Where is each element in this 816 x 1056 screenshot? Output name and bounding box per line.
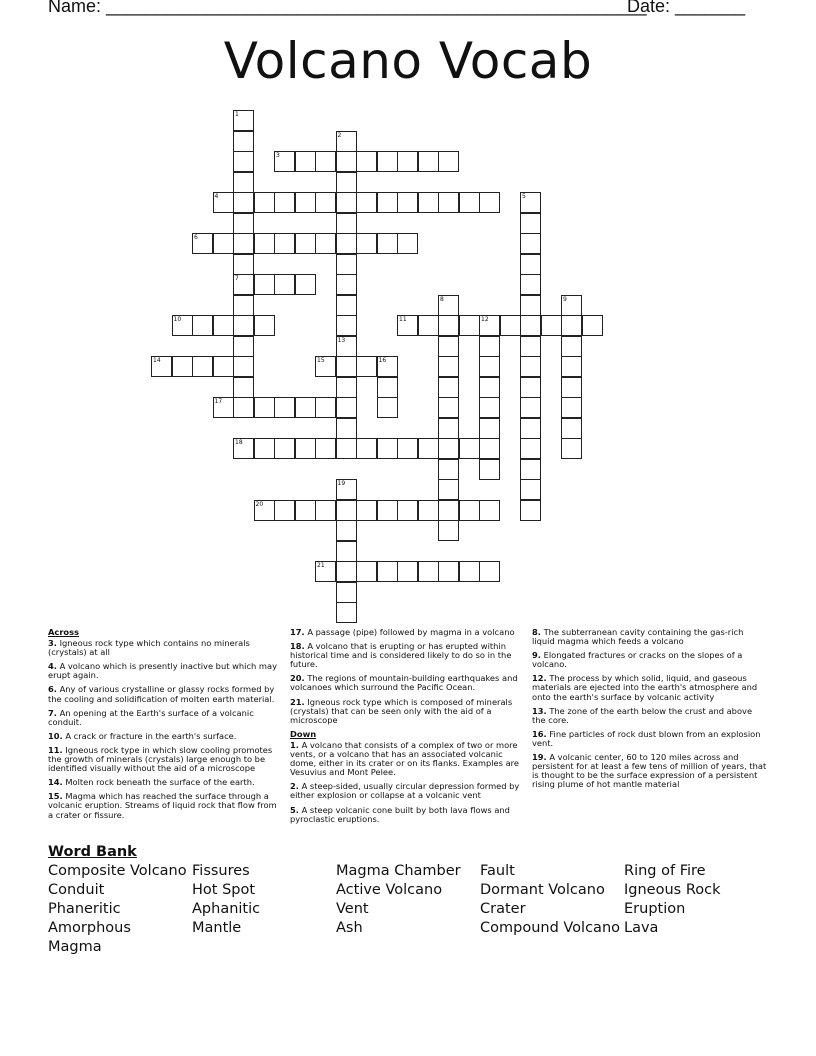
clue-text: The subterranean cavity containing the gas-rich liquid magma which feeds a volcano bbox=[532, 627, 744, 647]
clue-across-17 bbox=[290, 628, 522, 637]
clue-text: A volcano which is presently inactive but which may erupt again. bbox=[48, 661, 277, 681]
crossword-cell[interactable] bbox=[336, 541, 357, 562]
clue-number-label: 10 bbox=[173, 316, 182, 323]
clue-across-15 bbox=[48, 792, 278, 819]
crossword-cell[interactable] bbox=[336, 213, 357, 234]
crossword-cell[interactable] bbox=[233, 233, 254, 254]
clue-number-label: 4 bbox=[214, 193, 219, 200]
crossword-cell[interactable] bbox=[438, 336, 459, 357]
crossword-cell[interactable] bbox=[233, 336, 254, 357]
clue-number: 21. bbox=[290, 696, 305, 707]
crossword-cell[interactable] bbox=[254, 192, 275, 213]
crossword-cell[interactable] bbox=[397, 233, 418, 254]
crossword-cell[interactable] bbox=[356, 438, 377, 459]
clue-across-10 bbox=[48, 732, 278, 741]
crossword-cell[interactable] bbox=[418, 315, 439, 336]
crossword-cell[interactable] bbox=[438, 295, 459, 316]
crossword-cell[interactable] bbox=[336, 151, 357, 172]
crossword-cell[interactable] bbox=[459, 500, 480, 521]
crossword-cell[interactable] bbox=[438, 151, 459, 172]
crossword-cell[interactable] bbox=[254, 315, 275, 336]
clue-number: 16. bbox=[532, 728, 547, 739]
crossword-cell[interactable] bbox=[233, 254, 254, 275]
crossword-cell[interactable] bbox=[233, 172, 254, 193]
crossword-cell[interactable] bbox=[315, 438, 336, 459]
crossword-cell[interactable] bbox=[459, 315, 480, 336]
clue-text: Elongated fractures or cracks on the slopes of a volcano. bbox=[532, 650, 743, 670]
crossword-cell[interactable] bbox=[254, 233, 275, 254]
word-bank-item: Fault bbox=[480, 863, 515, 879]
clue-across-7 bbox=[48, 709, 278, 727]
clue-number: 1. bbox=[290, 739, 299, 750]
crossword-cell[interactable] bbox=[336, 295, 357, 316]
clue-number-label: 14 bbox=[153, 357, 161, 364]
crossword-cell[interactable] bbox=[336, 418, 357, 439]
crossword-cell[interactable] bbox=[561, 438, 582, 459]
clues-column-2 bbox=[290, 628, 522, 829]
clue-text: A volcano that consists of a complex of two or more vents, or a volcano that has an associated volcanic dome, either in its crater or on its flanks. Examples are Vesuvius and Mont Pelee. bbox=[290, 739, 520, 778]
clue-text: Any of various crystalline or glassy rocks formed by the cooling and solidification of molten earth material. bbox=[48, 684, 275, 704]
crossword-cell[interactable] bbox=[336, 336, 357, 357]
clue-text: A passage (pipe) followed by magma in a volcano bbox=[307, 627, 515, 637]
clue-across-4 bbox=[48, 662, 278, 680]
crossword-cell[interactable] bbox=[192, 315, 213, 336]
crossword-cell[interactable] bbox=[295, 274, 316, 295]
crossword-cell[interactable] bbox=[438, 561, 459, 582]
crossword-cell[interactable] bbox=[438, 356, 459, 377]
clue-number-label: 9 bbox=[563, 295, 567, 303]
word-bank-item: Vent bbox=[336, 901, 369, 917]
crossword-cell[interactable] bbox=[315, 192, 336, 213]
clue-across-20 bbox=[290, 674, 522, 692]
crossword-cell[interactable] bbox=[356, 192, 377, 213]
word-bank-item: Active Volcano bbox=[336, 882, 443, 898]
clue-text: The process by which solid, liquid, and gaseous materials are ejected into the earth's atmosphere and onto the earth's surface by volcanic activity bbox=[532, 673, 758, 702]
clue-across-21 bbox=[290, 698, 522, 725]
crossword-cell[interactable] bbox=[356, 151, 377, 172]
crossword-cell[interactable] bbox=[213, 315, 234, 336]
crossword-cell[interactable] bbox=[418, 500, 439, 521]
crossword-cell[interactable] bbox=[479, 500, 500, 521]
crossword-cell[interactable] bbox=[356, 561, 377, 582]
clue-number: 19. bbox=[532, 752, 547, 763]
crossword-cell[interactable] bbox=[520, 254, 541, 275]
crossword-cell[interactable] bbox=[336, 602, 357, 623]
clue-down-9 bbox=[532, 651, 768, 669]
crossword-cell[interactable] bbox=[561, 356, 582, 377]
crossword-cell[interactable] bbox=[336, 172, 357, 193]
crossword-cell[interactable] bbox=[336, 192, 357, 213]
clue-across-11 bbox=[48, 746, 278, 773]
clues-column-3 bbox=[532, 628, 768, 794]
crossword-cell[interactable] bbox=[233, 151, 254, 172]
name-field-label: Name: ______________________________________________________ bbox=[48, 0, 647, 16]
crossword-cell[interactable] bbox=[438, 520, 459, 541]
crossword-cell[interactable] bbox=[295, 151, 316, 172]
across-heading: Across bbox=[48, 627, 80, 637]
clue-number-label: 15 bbox=[317, 357, 325, 364]
word-bank-item: Crater bbox=[480, 901, 526, 917]
clue-text: The zone of the earth below the crust and above the core. bbox=[532, 705, 753, 725]
crossword-cell[interactable] bbox=[397, 315, 418, 336]
clue-number: 18. bbox=[290, 641, 305, 652]
crossword-cell[interactable] bbox=[479, 438, 500, 459]
crossword-cell[interactable] bbox=[377, 377, 398, 398]
crossword-cell[interactable] bbox=[336, 233, 357, 254]
crossword-cell[interactable] bbox=[520, 233, 541, 254]
clue-number-label: 20 bbox=[255, 500, 264, 508]
clue-number: 12. bbox=[532, 673, 547, 684]
crossword-cell[interactable] bbox=[356, 356, 377, 377]
word-bank-item: Hot Spot bbox=[192, 882, 256, 898]
clue-number-label: 1 bbox=[235, 111, 239, 118]
crossword-cell[interactable] bbox=[500, 315, 521, 336]
word-bank-item: Compound Volcano bbox=[480, 920, 621, 936]
crossword-cell[interactable] bbox=[254, 500, 275, 521]
crossword-cell[interactable] bbox=[377, 356, 398, 377]
crossword-cell[interactable] bbox=[397, 151, 418, 172]
crossword-cell[interactable] bbox=[233, 131, 254, 152]
crossword-cell[interactable] bbox=[479, 377, 500, 398]
clue-number: 14. bbox=[48, 777, 63, 788]
crossword-cell[interactable] bbox=[520, 397, 541, 418]
crossword-cell[interactable] bbox=[315, 397, 336, 418]
crossword-cell[interactable] bbox=[561, 377, 582, 398]
crossword-cell[interactable] bbox=[233, 213, 254, 234]
clue-text: A volcano that is erupting or has erupted within historical time and is considered likely to do so in the future. bbox=[290, 641, 512, 670]
crossword-cell[interactable] bbox=[438, 479, 459, 500]
crossword-cell[interactable] bbox=[479, 315, 500, 336]
crossword-cell[interactable] bbox=[459, 561, 480, 582]
clue-number-label: 17 bbox=[214, 398, 223, 405]
crossword-cell[interactable] bbox=[520, 500, 541, 521]
crossword-cell[interactable] bbox=[274, 397, 295, 418]
crossword-cell[interactable] bbox=[459, 192, 480, 213]
word-bank-item: Composite Volcano bbox=[48, 863, 187, 879]
clue-across-3 bbox=[48, 639, 278, 657]
clue-number-label: 11 bbox=[399, 316, 407, 323]
crossword-cell[interactable] bbox=[233, 438, 254, 459]
clue-number-label: 21 bbox=[317, 562, 325, 569]
clue-number: 20. bbox=[290, 673, 305, 684]
date-field-label: Date: _______ bbox=[627, 0, 746, 16]
crossword-cell[interactable] bbox=[561, 315, 582, 336]
crossword-cell[interactable] bbox=[438, 500, 459, 521]
clue-number: 7. bbox=[48, 707, 57, 718]
word-bank-row bbox=[48, 900, 788, 919]
crossword-cell[interactable] bbox=[336, 582, 357, 603]
crossword-cell[interactable] bbox=[479, 192, 500, 213]
word-bank-item: Aphanitic bbox=[192, 901, 261, 917]
crossword-cell[interactable] bbox=[233, 397, 254, 418]
crossword-cell[interactable] bbox=[377, 500, 398, 521]
word-bank-row bbox=[48, 881, 788, 900]
crossword-cell[interactable] bbox=[520, 295, 541, 316]
crossword-cell[interactable] bbox=[315, 233, 336, 254]
crossword-cell[interactable] bbox=[561, 336, 582, 357]
word-bank bbox=[48, 862, 788, 957]
clue-text: An opening at the Earth's surface of a volcanic conduit. bbox=[48, 707, 254, 727]
crossword-cell[interactable] bbox=[336, 315, 357, 336]
clue-number: 4. bbox=[48, 661, 57, 672]
crossword-cell[interactable] bbox=[438, 418, 459, 439]
crossword-cell[interactable] bbox=[377, 397, 398, 418]
crossword-cell[interactable] bbox=[192, 233, 213, 254]
clue-number: 13. bbox=[532, 705, 547, 716]
crossword-cell[interactable] bbox=[561, 418, 582, 439]
crossword-cell[interactable] bbox=[233, 192, 254, 213]
word-bank-row bbox=[48, 862, 788, 881]
word-bank-row bbox=[48, 938, 788, 957]
crossword-cell[interactable] bbox=[377, 233, 398, 254]
crossword-cell[interactable] bbox=[438, 315, 459, 336]
crossword-cell[interactable] bbox=[336, 397, 357, 418]
crossword-cell[interactable] bbox=[336, 356, 357, 377]
crossword-cell[interactable] bbox=[213, 233, 234, 254]
clue-text: Igneous rock type which is composed of minerals (crystals) that can be seen only with the aid of a microscope bbox=[290, 696, 513, 725]
word-bank-item: Amorphous bbox=[48, 920, 131, 936]
crossword-cell[interactable] bbox=[336, 131, 357, 152]
crossword-cell[interactable] bbox=[479, 459, 500, 480]
crossword-cell[interactable] bbox=[438, 192, 459, 213]
clue-text: A steep volcanic cone built by both lava flows and pyroclastic eruptions. bbox=[290, 804, 510, 824]
clue-down-12 bbox=[532, 674, 768, 701]
clue-number: 9. bbox=[532, 650, 541, 661]
clue-number: 2. bbox=[290, 781, 299, 792]
crossword-cell[interactable] bbox=[295, 500, 316, 521]
crossword-cell[interactable] bbox=[274, 151, 295, 172]
clue-number: 3. bbox=[48, 638, 57, 649]
page-title: Volcano Vocab bbox=[223, 32, 593, 90]
crossword-cell[interactable] bbox=[582, 315, 603, 336]
crossword-cell[interactable] bbox=[213, 356, 234, 377]
crossword-cell[interactable] bbox=[520, 479, 541, 500]
crossword-cell[interactable] bbox=[295, 233, 316, 254]
crossword-cell[interactable] bbox=[520, 356, 541, 377]
crossword-cell[interactable] bbox=[274, 274, 295, 295]
crossword-cell[interactable] bbox=[397, 192, 418, 213]
clue-number-label: 13 bbox=[337, 336, 346, 344]
clue-number-label: 5 bbox=[522, 193, 526, 200]
crossword-cell[interactable] bbox=[418, 192, 439, 213]
crossword-cell[interactable] bbox=[315, 151, 336, 172]
word-bank-item: Dormant Volcano bbox=[480, 882, 605, 898]
crossword-cell[interactable] bbox=[377, 438, 398, 459]
clue-number: 10. bbox=[48, 730, 63, 741]
crossword-cell[interactable] bbox=[377, 192, 398, 213]
clue-number: 5. bbox=[290, 804, 299, 815]
crossword-cell[interactable] bbox=[336, 500, 357, 521]
crossword-cell[interactable] bbox=[315, 356, 336, 377]
clue-text: A steep-sided, usually circular depression formed by either explosion or collapse at a volcanic vent bbox=[290, 781, 520, 801]
clue-number: 6. bbox=[48, 684, 57, 695]
crossword-cell[interactable] bbox=[397, 500, 418, 521]
crossword-cell[interactable] bbox=[274, 192, 295, 213]
crossword-cell[interactable] bbox=[356, 233, 377, 254]
clue-across-18 bbox=[290, 642, 522, 669]
crossword-cell[interactable] bbox=[561, 397, 582, 418]
clue-down-2 bbox=[290, 782, 522, 800]
crossword-cell[interactable] bbox=[172, 356, 193, 377]
clue-number-label: 16 bbox=[378, 357, 387, 364]
crossword-cell[interactable] bbox=[254, 397, 275, 418]
word-bank-row bbox=[48, 919, 788, 938]
crossword-cell[interactable] bbox=[213, 192, 234, 213]
crossword-cell[interactable] bbox=[274, 233, 295, 254]
crossword-cell[interactable] bbox=[172, 315, 193, 336]
crossword-cell[interactable] bbox=[254, 274, 275, 295]
clue-number-label: 2 bbox=[337, 131, 342, 139]
clue-number-label: 12 bbox=[481, 316, 489, 323]
crossword-cell[interactable] bbox=[151, 356, 172, 377]
crossword-cell[interactable] bbox=[479, 356, 500, 377]
clue-number-label: 19 bbox=[337, 480, 346, 487]
crossword-cell[interactable] bbox=[479, 418, 500, 439]
clue-down-5 bbox=[290, 806, 522, 824]
crossword-cell[interactable] bbox=[520, 213, 541, 234]
crossword-cell[interactable] bbox=[295, 397, 316, 418]
crossword-cell[interactable] bbox=[336, 438, 357, 459]
crossword-cell[interactable] bbox=[520, 377, 541, 398]
clue-text: Molten rock beneath the surface of the earth. bbox=[65, 777, 255, 788]
clue-number: 17. bbox=[290, 627, 305, 637]
clue-number-label: 6 bbox=[194, 234, 198, 241]
clue-text: The regions of mountain-building earthquakes and volcanoes which surround the Pacific Ocean. bbox=[290, 673, 518, 693]
word-bank-item: Mantle bbox=[192, 920, 242, 936]
crossword-cell[interactable] bbox=[233, 295, 254, 316]
clue-number-label: 7 bbox=[235, 275, 239, 282]
crossword-cell[interactable] bbox=[520, 459, 541, 480]
clue-text: Igneous rock type which contains no minerals (crystals) at all bbox=[48, 638, 250, 658]
crossword-cell[interactable] bbox=[233, 110, 254, 131]
crossword-cell[interactable] bbox=[295, 438, 316, 459]
clue-number: 11. bbox=[48, 744, 63, 755]
clue-text: Magma which has reached the surface through a volcanic eruption. Streams of liquid rock that flow from a crater or fissure. bbox=[48, 791, 277, 820]
crossword-cell[interactable] bbox=[520, 418, 541, 439]
clue-number: 15. bbox=[48, 791, 63, 802]
crossword-cell[interactable] bbox=[397, 561, 418, 582]
clue-number: 8. bbox=[532, 627, 541, 637]
word-bank-item: Phaneritic bbox=[48, 901, 121, 917]
word-bank-item: Eruption bbox=[624, 901, 686, 917]
word-bank-item: Ring of Fire bbox=[624, 863, 706, 879]
word-bank-item: Lava bbox=[624, 920, 659, 936]
crossword-cell[interactable] bbox=[336, 479, 357, 500]
clue-across-6 bbox=[48, 685, 278, 703]
crossword-cell[interactable] bbox=[438, 459, 459, 480]
crossword-cell[interactable] bbox=[377, 151, 398, 172]
crossword-cell[interactable] bbox=[377, 561, 398, 582]
crossword-cell[interactable] bbox=[520, 336, 541, 357]
clue-text: A volcanic center, 60 to 120 miles across and persistent for at least a few tens of million of years, that is thought to be the surface expression of a persistent rising plume of hot mantle material bbox=[532, 752, 767, 790]
crossword-cell[interactable] bbox=[418, 438, 439, 459]
crossword-cell[interactable] bbox=[459, 438, 480, 459]
crossword-cell[interactable] bbox=[336, 377, 357, 398]
word-bank-item: Magma Chamber bbox=[336, 863, 461, 879]
crossword-cell[interactable] bbox=[336, 520, 357, 541]
crossword-cell[interactable] bbox=[438, 397, 459, 418]
crossword-cell[interactable] bbox=[520, 192, 541, 213]
crossword-cell[interactable] bbox=[356, 500, 377, 521]
clue-down-1 bbox=[290, 741, 522, 777]
word-bank-item: Conduit bbox=[48, 882, 105, 898]
crossword-cell[interactable] bbox=[397, 438, 418, 459]
crossword-cell[interactable] bbox=[254, 438, 275, 459]
crossword-cell[interactable] bbox=[315, 500, 336, 521]
crossword-cell[interactable] bbox=[541, 315, 562, 336]
crossword-cell[interactable] bbox=[479, 397, 500, 418]
clue-text: Igneous rock type in which slow cooling promotes the growth of minerals (crystals) large enough to be identified visually without the aid of a microscope bbox=[48, 744, 273, 774]
crossword-cell[interactable] bbox=[213, 397, 234, 418]
clue-across-14 bbox=[48, 778, 278, 787]
crossword-cell[interactable] bbox=[233, 315, 254, 336]
word-bank-item: Igneous Rock bbox=[624, 882, 721, 898]
crossword-cell[interactable] bbox=[336, 561, 357, 582]
word-bank-item: Fissures bbox=[192, 863, 250, 879]
crossword-cell[interactable] bbox=[418, 561, 439, 582]
crossword-cell[interactable] bbox=[520, 315, 541, 336]
clue-number-label: 8 bbox=[440, 295, 444, 303]
crossword-cell[interactable] bbox=[438, 438, 459, 459]
clue-text: Fine particles of rock dust blown from an explosion vent. bbox=[532, 728, 761, 748]
crossword-cell[interactable] bbox=[336, 274, 357, 295]
word-bank-title: Word Bank bbox=[48, 844, 137, 860]
clue-down-8 bbox=[532, 628, 768, 646]
clue-number-label: 3 bbox=[276, 152, 280, 159]
crossword-cell[interactable] bbox=[192, 356, 213, 377]
word-bank-item: Magma bbox=[48, 939, 102, 955]
crossword-cell[interactable] bbox=[315, 561, 336, 582]
clue-down-13 bbox=[532, 707, 768, 725]
crossword-cell[interactable] bbox=[233, 377, 254, 398]
clues-column-1 bbox=[48, 628, 278, 825]
crossword-cell[interactable] bbox=[561, 295, 582, 316]
down-heading: Down bbox=[290, 728, 317, 739]
crossword-cell[interactable] bbox=[233, 274, 254, 295]
crossword-cell[interactable] bbox=[274, 500, 295, 521]
crossword-cell[interactable] bbox=[233, 356, 254, 377]
crossword-cell[interactable] bbox=[520, 274, 541, 295]
crossword-cell[interactable] bbox=[438, 377, 459, 398]
crossword-cell[interactable] bbox=[274, 438, 295, 459]
clue-number-label: 18 bbox=[235, 439, 243, 446]
clue-down-19 bbox=[532, 753, 768, 789]
crossword-cell[interactable] bbox=[479, 561, 500, 582]
crossword-cell[interactable] bbox=[336, 254, 357, 275]
crossword-cell[interactable] bbox=[479, 336, 500, 357]
crossword-cell[interactable] bbox=[295, 192, 316, 213]
crossword-cell[interactable] bbox=[418, 151, 439, 172]
word-bank-item: Ash bbox=[336, 920, 363, 936]
clue-down-16 bbox=[532, 730, 768, 748]
crossword-cell[interactable] bbox=[520, 438, 541, 459]
clue-text: A crack or fracture in the earth's surface. bbox=[65, 730, 237, 741]
